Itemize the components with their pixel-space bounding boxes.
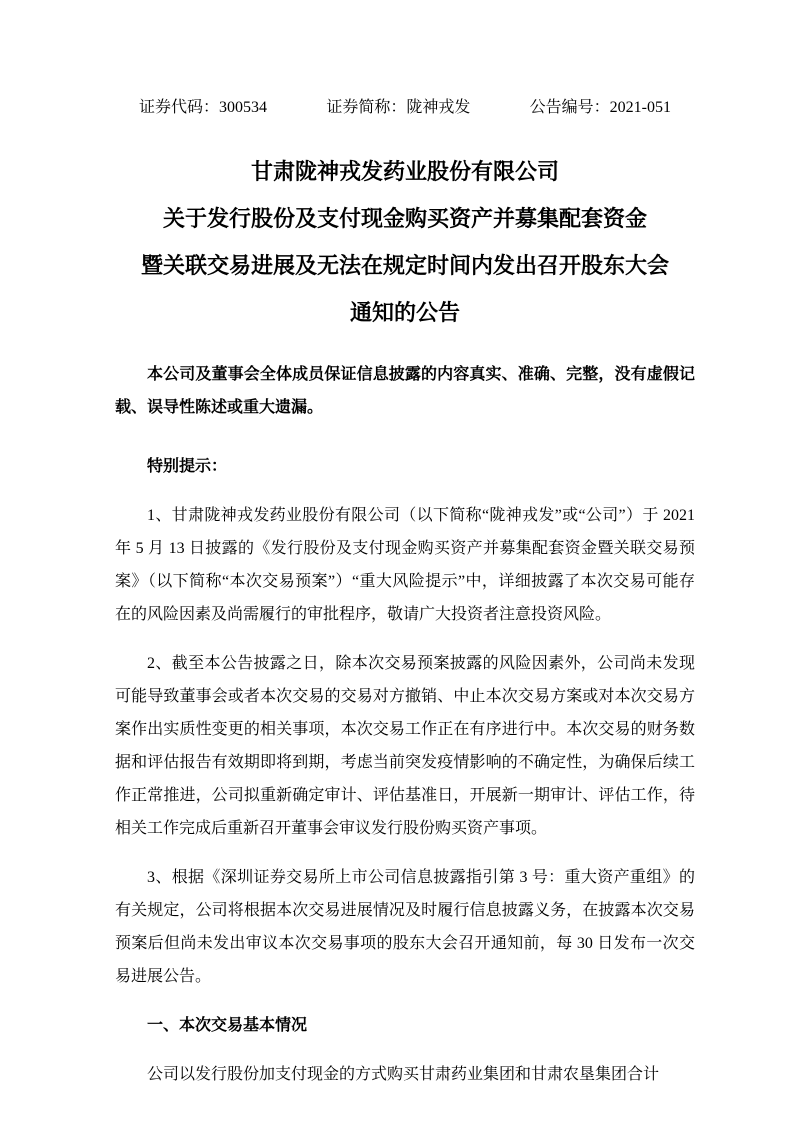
title-line-subject-3: 通知的公告 bbox=[349, 300, 460, 325]
section-1-paragraph: 公司以发行股份加支付现金的方式购买甘肃药业集团和甘肃农垦集团合计 bbox=[147, 1066, 660, 1083]
notice-paragraph-1: 1、甘肃陇神戎发药业股份有限公司（以下简称“陇神戎发”或“公司”）于 2021 年 5 月 13 日披露的《发行股份及支付现金购买资产并募集配套资金暨关联交易预案》（以下简称“本次交易预案”）“重大风险提示”中，详细披露了本次交易可能存在的风险因素及尚需履行的审批程序，敬请广大投资者注意投资风险。 bbox=[115, 507, 695, 623]
notice-paragraph-2: 2、截至本公告披露之日，除本次交易预案披露的风险因素外，公司尚未发现可能导致董事会或者本次交易的交易对方撤销、中止本次交易方案或对本次交易方案作出实质性变更的相关事项，本次交易工作正在有序进行中。本次交易的财务数据和评估报告有效期即将到期，考虑当前突发疫情影响的不确定性，为确保后续工作正常推进，公司拟重新确定审计、评估基准日，开展新一期审计、评估工作，待相关工作完成后重新召开董事会审议发行股份购买资产事项。 bbox=[115, 655, 695, 837]
title-line-company: 甘肃陇神戎发药业股份有限公司 bbox=[250, 159, 559, 184]
securities-header-row bbox=[139, 96, 671, 120]
announcement-title bbox=[115, 148, 695, 336]
title-line-subject-1: 关于发行股份及支付现金购买资产并募集配套资金 bbox=[162, 206, 647, 231]
title-line-subject-2: 暨关联交易进展及无法在规定时间内发出召开股东大会 bbox=[140, 253, 669, 278]
notice-paragraph-3: 3、根据《深圳证券交易所上市公司信息披露指引第 3 号：重大资产重组》的有关规定，公司将根据本次交易进展情况及时履行信息披露义务，在披露本次交易预案后但尚未发出审议本次交易事项的股东大会召开通知前，每 30 日发布一次交易进展公告。 bbox=[115, 869, 695, 985]
section-1-heading: 一、本次交易基本情况 bbox=[147, 1017, 308, 1034]
announcement-number-label: 公告编号：2021-051 bbox=[529, 99, 671, 116]
stock-name-label: 证券简称：陇神戎发 bbox=[326, 99, 471, 116]
stock-code-label: 证券代码：300534 bbox=[139, 99, 268, 116]
board-disclaimer-paragraph: 本公司及董事会全体成员保证信息披露的内容真实、准确、完整，没有虚假记载、误导性陈述或重大遗漏。 bbox=[115, 366, 695, 416]
special-notice-heading: 特别提示： bbox=[147, 458, 228, 475]
